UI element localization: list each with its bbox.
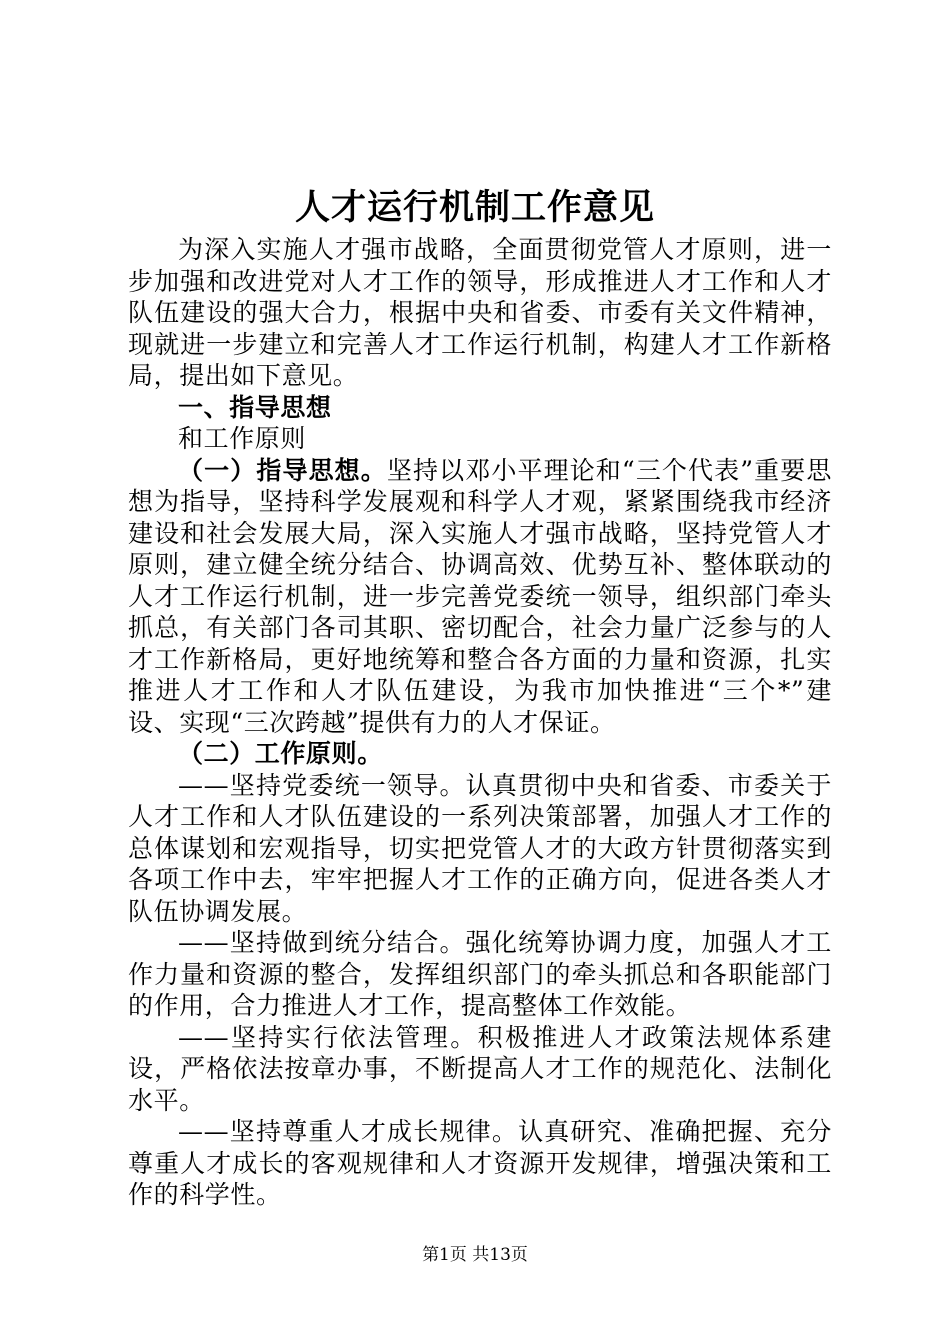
- sub-section-guiding-thought: [128, 455, 832, 739]
- document-title: 人才运行机制工作意见: [294, 187, 655, 228]
- section-heading-continuation: 和工作原则: [178, 424, 307, 453]
- principle-paragraph: ——坚持实行依法管理。积极推进人才政策法规体系建设，严格依法按章办事，不断提高人才工作的规范化、法制化水平。: [128, 1022, 832, 1115]
- page-number-footer: 第1页 共13页: [422, 1245, 528, 1265]
- sub-section-heading-principles: （二）工作原则。: [178, 739, 383, 768]
- principle-paragraph: ——坚持做到统分结合。强化统筹协调力度，加强人才工作力量和资源的整合，发挥组织部门的牵头抓总和各职能部门的作用，合力推进人才工作，提高整体工作效能。: [128, 928, 832, 1020]
- sub-section-lead: （一）指导思想。: [178, 455, 387, 485]
- principle-paragraph: ——坚持党委统一领导。认真贯彻中央和省委、市委关于人才工作和人才队伍建设的一系列决策部署，加强人才工作的总体谋划和宏观指导，切实把党管人才的大政方针贯彻落实到各项工作中去，牢牢把握人才工作的正确方向，促进各类人才队伍协调发展。: [128, 770, 832, 926]
- sub-section-text: 坚持以邓小平理论和“三个代表”重要思想为指导，坚持科学发展观和科学人才观，紧紧围绕我市经济建设和社会发展大局，深入实施人才强市战略，坚持党管人才原则，建立健全统分结合、协调高效、优势互补、整体联动的人才工作运行机制，进一步完善党委统一领导，组织部门牵头抓总，有关部门各司其职、密切配合，社会力量广泛参与的人才工作新格局，更好地统筹和整合各方面的力量和资源，扎实推进人才工作和人才队伍建设，为我市加快推进“三个*”建设、实现“三次跨越”提供有力的人才保证。: [128, 455, 832, 737]
- section-heading-guiding-thought: 一、指导思想: [178, 392, 332, 422]
- principle-paragraph: ——坚持尊重人才成长规律。认真研究、准确把握、充分尊重人才成长的客观规律和人才资源开发规律，增强决策和工作的科学性。: [128, 1117, 832, 1209]
- intro-paragraph: 为深入实施人才强市战略，全面贯彻党管人才原则，进一步加强和改进党对人才工作的领导，形成推进人才工作和人才队伍建设的强大合力，根据中央和省委、市委有关文件精神，现就进一步建立和完善人才工作运行机制，构建人才工作新格局，提出如下意见。: [128, 235, 832, 390]
- document-body: [128, 234, 832, 1211]
